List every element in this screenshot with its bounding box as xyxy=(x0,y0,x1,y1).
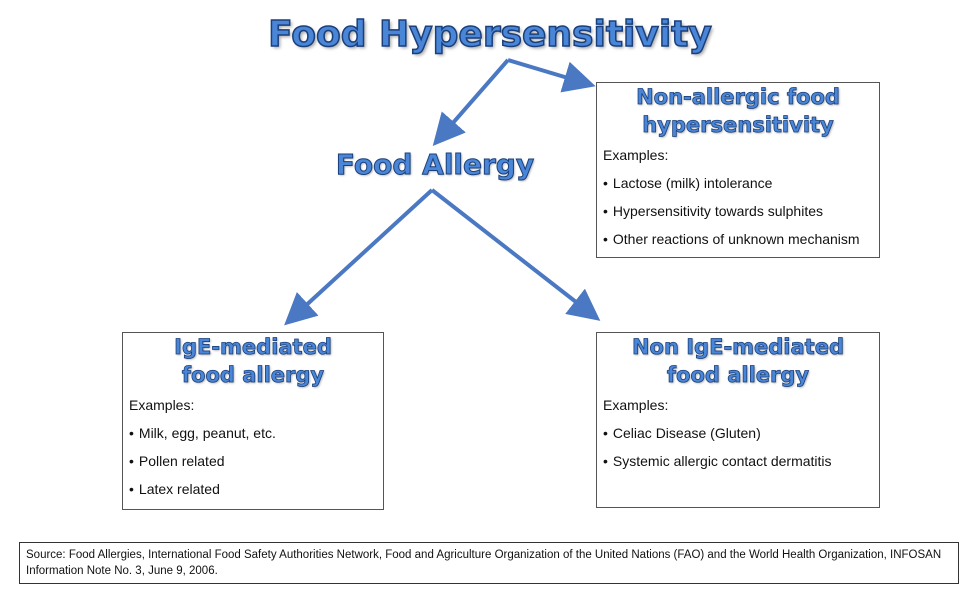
non-ige-examples-list xyxy=(597,419,879,475)
non-allergic-examples-list xyxy=(597,169,879,253)
examples-label: Examples: xyxy=(603,397,669,413)
list-item: • Hypersensitivity towards sulphites xyxy=(603,197,879,225)
examples-label: Examples: xyxy=(129,397,195,413)
arrow-to-ige xyxy=(290,190,432,320)
list-item: • Pollen related xyxy=(129,447,383,475)
non-allergic-title-line2: hypersensitivity xyxy=(642,113,834,137)
examples-label: Examples: xyxy=(603,147,669,163)
list-item: • Other reactions of unknown mechanism xyxy=(603,225,879,253)
non-ige-title-line1: Non IgE-mediated xyxy=(631,335,844,359)
ige-mediated-title xyxy=(123,333,383,389)
source-citation: Source: Food Allergies, International Food Safety Authorities Network, Food and Agriculture Organization of the United Nations (FAO) and the World Health Organization, INFOSAN Information Note No. 3, June 9, 2006. xyxy=(19,542,959,584)
diagram-title: Food Hypersensitivity xyxy=(268,14,712,55)
list-item: • Systemic allergic contact dermatitis xyxy=(603,447,879,475)
non-ige-mediated-box xyxy=(596,332,880,508)
ige-title-line1: IgE-mediated xyxy=(174,335,332,359)
arrow-to-non-allergic xyxy=(508,60,588,84)
list-item: • Lactose (milk) intolerance xyxy=(603,169,879,197)
non-ige-title-line2: food allergy xyxy=(666,363,810,387)
list-item: • Milk, egg, peanut, etc. xyxy=(129,419,383,447)
ige-title-line2: food allergy xyxy=(181,363,325,387)
list-item: • Celiac Disease (Gluten) xyxy=(603,419,879,447)
arrow-to-food-allergy xyxy=(438,60,508,140)
non-allergic-title-line1: Non-allergic food xyxy=(636,85,840,109)
ige-mediated-box xyxy=(122,332,384,510)
list-item: • Latex related xyxy=(129,475,383,503)
non-ige-mediated-title xyxy=(597,333,879,389)
non-allergic-title xyxy=(597,83,879,139)
arrow-to-non-ige xyxy=(432,190,594,316)
food-allergy-heading: Food Allergy xyxy=(335,148,535,181)
ige-examples-list xyxy=(123,419,383,503)
non-allergic-box xyxy=(596,82,880,258)
